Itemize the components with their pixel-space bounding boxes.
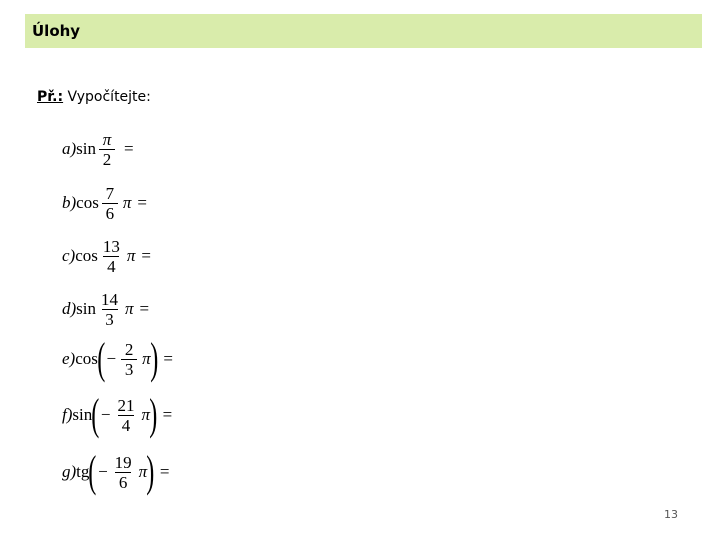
equals-sign: =: [162, 405, 173, 424]
right-paren: ): [149, 334, 159, 383]
right-paren: ): [146, 447, 155, 496]
left-paren: (: [97, 334, 106, 383]
formula-prefix: c): [62, 246, 76, 265]
fraction: [102, 185, 118, 222]
formula-b: [62, 179, 147, 227]
pi-symbol: π: [142, 349, 151, 368]
fraction-numerator: 21: [117, 395, 135, 415]
task-instruction: [37, 89, 151, 105]
pi-symbol: π: [141, 405, 151, 424]
fraction: [121, 341, 137, 378]
fraction-denominator: 3: [121, 359, 137, 378]
task-text: Vypočítejte:: [63, 89, 151, 105]
formula-function: cos: [76, 193, 99, 212]
left-paren: (: [88, 447, 97, 496]
pi-symbol: π: [138, 462, 148, 481]
fraction-numerator: 7: [105, 183, 115, 203]
formula-prefix: a): [62, 139, 77, 158]
fraction: [115, 397, 136, 434]
pi-symbol: π: [122, 193, 132, 212]
equals-sign: =: [139, 299, 150, 318]
fraction-numerator: 19: [114, 452, 132, 472]
equals-sign: =: [163, 349, 173, 368]
formula-prefix: b): [62, 193, 77, 212]
fraction-denominator: 6: [102, 203, 118, 222]
equals-sign: =: [141, 246, 152, 265]
formula-function: sin: [72, 405, 93, 424]
fraction: [99, 131, 115, 168]
formula-function: sin: [76, 299, 97, 318]
fraction-denominator: 2: [99, 149, 115, 168]
formula-c: [62, 232, 151, 280]
formula-prefix: d): [62, 299, 77, 318]
formula-function: cos: [75, 349, 98, 368]
formula-g: [62, 448, 169, 496]
fraction-denominator: 4: [118, 415, 134, 434]
fraction-numerator: 2: [124, 339, 134, 359]
formula-prefix: g): [62, 462, 77, 481]
fraction-denominator: 6: [115, 472, 131, 491]
equals-sign: =: [159, 462, 170, 481]
formula-d: [62, 285, 149, 333]
formula-prefix: f): [62, 405, 73, 424]
formula-e: [62, 335, 173, 383]
formula-function: sin: [76, 139, 97, 158]
fraction-numerator: 13: [102, 236, 120, 256]
minus-sign: −: [100, 405, 111, 424]
title-bar: [25, 14, 702, 48]
task-label: Př.:: [37, 89, 64, 105]
fraction-denominator: 4: [103, 256, 119, 275]
pi-symbol: π: [126, 246, 136, 265]
minus-sign: −: [106, 349, 117, 368]
pi-symbol: π: [125, 299, 134, 318]
fraction: [101, 238, 122, 275]
page-title: Úlohy: [32, 22, 81, 40]
fraction-denominator: 3: [102, 309, 118, 328]
page-number: 13: [664, 508, 678, 521]
equals-sign: =: [137, 193, 147, 212]
formula-prefix: e): [62, 349, 76, 368]
formula-a: [62, 125, 134, 173]
fraction-numerator: π: [102, 129, 112, 149]
formula-function: cos: [75, 246, 98, 265]
fraction: [113, 454, 134, 491]
formula-function: tg: [76, 462, 90, 481]
formula-f: [62, 391, 172, 439]
fraction-numerator: 14: [101, 289, 119, 309]
equals-sign: =: [124, 139, 134, 158]
right-paren: ): [149, 390, 158, 439]
left-paren: (: [91, 390, 100, 439]
minus-sign: −: [98, 462, 108, 481]
fraction: [99, 291, 120, 328]
